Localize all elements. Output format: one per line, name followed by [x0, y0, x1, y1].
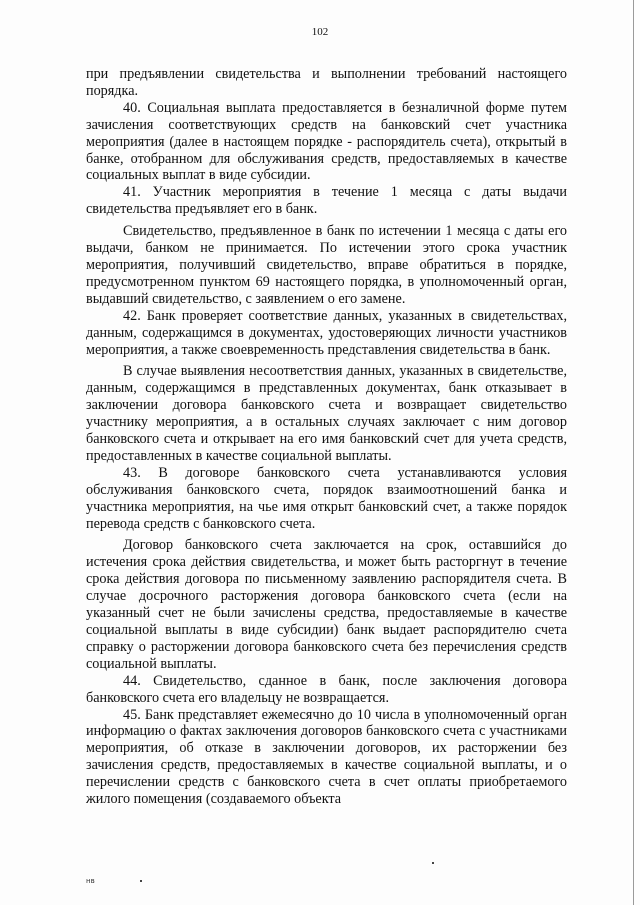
- paragraph-item-43: 43. В договоре банковского счета устанавливаются условия обслуживания банковского счета, порядок взаимоотношений банка и участника мероприятия, на чье имя открыт банковский счет, а также порядок перевода средств с банковского счета.: [86, 464, 567, 532]
- paragraph-item-44: 44. Свидетельство, сданное в банк, после заключения договора банковского счета его владельцу не возвращается.: [86, 672, 567, 706]
- footer-code: нв: [86, 877, 95, 885]
- paragraph-item-41: 41. Участник мероприятия в течение 1 месяца с даты выдачи свидетельства предъявляет его в банк.: [86, 184, 567, 218]
- scan-speck: [140, 880, 142, 882]
- paragraph-item-45: 45. Банк представляет ежемесячно до 10 числа в уполномоченный орган информацию о фактах заключения договоров банковского счета с участниками мероприятия, об отказе в заключении договоров, их расторжении без зачисления средств, предоставляемых в качестве социальной выплаты, и о перечислении средств с банковского счета в счет оплаты приобретаемого жилого помещения (создаваемого объекта: [86, 706, 567, 808]
- paragraph-certificate-expiry: Свидетельство, предъявленное в банк по истечении 1 месяца с даты его выдачи, банком не принимается. По истечении этого срока участник мероприятия, получивший свидетельство, вправе обратиться в порядке, предусмотренном пунктом 69 настоящего порядка, в уполномоченный орган, выдавший свидетельство, с заявлением о его замене.: [86, 223, 567, 307]
- paragraph-continuation: при предъявлении свидетельства и выполнении требований настоящего порядка.: [86, 66, 567, 99]
- paragraph-account-contract-term: Договор банковского счета заключается на срок, оставшийся до истечения срока действия свидетельства, и может быть расторгнут в течение срока действия договора по письменному заявлению распорядителя счета. В случае досрочного расторжения договора банковского счета (если на указанный счет не были зачислены средства, предоставляемые в качестве социальной выплаты в виде субсидии) банк выдает распорядителю счета справку о расторжении договора банковского счета без перечисления средств социальной выплаты.: [86, 537, 567, 672]
- paragraph-data-mismatch: В случае выявления несоответствия данных, указанных в свидетельстве, данным, содержащимся в представленных документах, банк отказывает в заключении договора банковского счета и возвращает свидетельство участнику мероприятия, а в остальных случаях заключает с ним договор банковского счета и открывает на его имя банковский счет для учета средств, предоставленных в качестве социальной выплаты.: [86, 363, 567, 464]
- document-body: [86, 66, 567, 808]
- paragraph-item-42: 42. Банк проверяет соответствие данных, указанных в свидетельствах, данным, содержащимся в документах, удостоверяющих личности участников мероприятия, а также своевременность представления свидетельства в банк.: [86, 307, 567, 358]
- scan-edge-line: [633, 0, 634, 905]
- page-number: 102: [311, 26, 329, 38]
- paragraph-item-40: 40. Социальная выплата предоставляется в безналичной форме путем зачисления соответствующих средств на банковский счет участника мероприятия (далее в настоящем порядке - распорядитель счета), открытый в банке, отобранном для обслуживания средств, предоставляемых в качестве социальных выплат в виде субсидии.: [86, 99, 567, 184]
- scan-speck: [432, 862, 434, 864]
